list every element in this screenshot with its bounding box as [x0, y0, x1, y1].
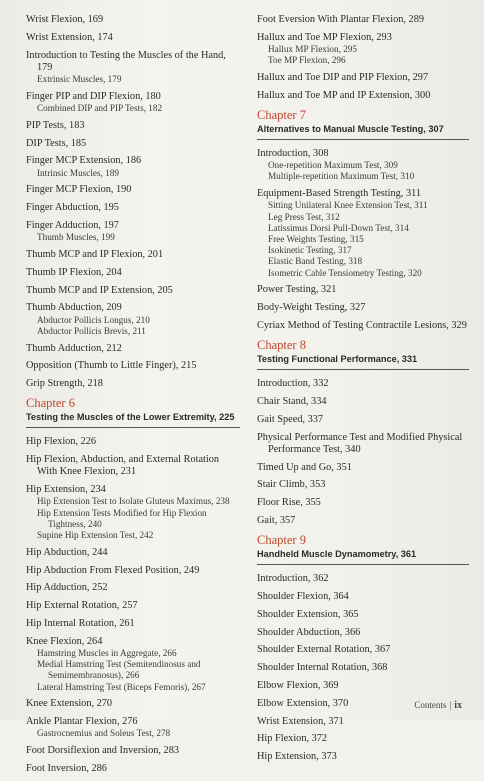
chapter-number: Chapter 8	[257, 338, 306, 353]
toc-entry	[257, 716, 469, 728]
chapter-number: Chapter 9	[257, 533, 306, 548]
toc-entry-title: Shoulder Abduction, 366	[257, 626, 361, 638]
footer-separator: |	[449, 700, 452, 710]
toc-entry-title: Wrist Extension, 174	[26, 31, 113, 43]
toc-entry-title: Introduction, 332	[257, 378, 329, 390]
toc-entry-title: Hip Extension, 234	[26, 484, 106, 496]
toc-subentry: Sitting Unilateral Knee Extension Test, 311	[268, 200, 428, 211]
toc-entry	[257, 14, 469, 26]
toc-entry-title: Stair Climb, 353	[257, 479, 326, 491]
chapter-number: Chapter 6	[26, 396, 75, 411]
toc-entry	[26, 91, 240, 114]
toc-entry	[257, 497, 469, 509]
toc-entry-title: Hip Abduction, 244	[26, 546, 108, 558]
toc-entry	[257, 479, 469, 491]
toc-entry-title: Knee Extension, 270	[26, 698, 113, 710]
toc-entry-title: Hip Adduction, 252	[26, 582, 108, 594]
toc-entry-title: Introduction to Testing the Muscles of the Hand, 179	[26, 49, 226, 73]
chapter-title: Testing the Muscles of the Lower Extremity, 225	[26, 411, 240, 428]
toc-entry-title: Cyriax Method of Testing Contractile Lesions, 329	[257, 320, 467, 332]
toc-entry-title: Foot Eversion With Plantar Flexion, 289	[257, 14, 424, 25]
toc-subentry: Thumb Muscles, 199	[37, 232, 115, 243]
page-footer	[414, 700, 462, 711]
toc-entry	[257, 644, 469, 656]
chapter-title: Handheld Muscle Dynamometry, 361	[257, 548, 469, 565]
toc-entry	[26, 32, 240, 44]
toc-entry	[257, 627, 469, 639]
chapter-heading	[257, 338, 469, 370]
toc-entry	[26, 618, 240, 630]
toc-subentry: Intrinsic Muscles, 189	[37, 167, 119, 178]
toc-entry-title: Elbow Extension, 370	[257, 697, 349, 709]
toc-entry-title: Knee Flexion, 264	[26, 635, 103, 647]
toc-entry	[257, 284, 469, 296]
toc-entry	[257, 751, 469, 763]
toc-entry-title: Thumb IP Flexion, 204	[26, 266, 122, 278]
toc-entry-title: DIP Tests, 185	[26, 137, 87, 149]
toc-entry-title: Ankle Plantar Flexion, 276	[26, 716, 138, 728]
toc-entry	[257, 414, 469, 426]
toc-entry-title: Finger MCP Extension, 186	[26, 155, 142, 167]
toc-entry-title: Power Testing, 321	[257, 284, 337, 296]
toc-entry	[257, 302, 469, 314]
toc-entry-title: Finger Abduction, 195	[26, 202, 119, 214]
toc-entry-title: Gait, 357	[257, 515, 296, 526]
toc-entry-title: Finger Adduction, 197	[26, 219, 119, 231]
toc-subentry: Isometric Cable Tensiometry Testing, 320	[268, 267, 422, 278]
toc-entry	[257, 378, 469, 390]
toc-subentry: Supine Hip Extension Test, 242	[37, 529, 154, 540]
toc-entry	[26, 360, 240, 372]
toc-entry	[26, 698, 240, 710]
toc-entry	[257, 662, 469, 674]
toc-entry	[26, 343, 240, 355]
toc-entry	[26, 745, 240, 757]
toc-left-column	[26, 14, 240, 781]
toc-subentry: Leg Press Test, 312	[268, 211, 340, 222]
toc-entry-title: Chair Stand, 334	[257, 396, 327, 408]
toc-subentry: Elastic Band Testing, 318	[268, 256, 363, 267]
toc-entry-title: Hip External Rotation, 257	[26, 600, 138, 612]
chapter-title: Alternatives to Manual Muscle Testing, 307	[257, 123, 469, 140]
toc-subentry: Abductor Pollicis Longus, 210	[37, 314, 150, 325]
toc-entry-title: Thumb MCP and IP Flexion, 201	[26, 248, 164, 260]
toc-entry	[257, 148, 469, 183]
chapter-heading	[257, 533, 469, 565]
toc-entry-title: Hallux and Toe MP and IP Extension, 300	[257, 89, 431, 101]
toc-entry	[26, 249, 240, 261]
toc-entry-title: Physical Performance Test and Modified Physical Performance Test, 340	[257, 431, 463, 455]
toc-entry	[26, 565, 240, 577]
toc-entry	[257, 32, 469, 67]
toc-entry	[26, 636, 240, 693]
toc-entry	[257, 733, 469, 745]
toc-entry-title: Finger PIP and DIP Flexion, 180	[26, 90, 161, 102]
toc-entry	[257, 432, 469, 456]
toc-entry-title: Hip Extension, 373	[257, 751, 337, 763]
chapter-heading	[257, 108, 469, 140]
toc-entry	[26, 302, 240, 337]
toc-entry-title: Hip Flexion, 372	[257, 733, 328, 745]
toc-entry-title: Shoulder Extension, 365	[257, 608, 359, 620]
toc-entry-title: Timed Up and Go, 351	[257, 461, 352, 473]
toc-entry-title: Shoulder Internal Rotation, 368	[257, 662, 388, 674]
toc-entry	[26, 267, 240, 279]
toc-entry	[26, 600, 240, 612]
toc-entry-title: Opposition (Thumb to Little Finger), 215	[26, 360, 197, 372]
toc-subentry: Isokinetic Testing, 317	[268, 245, 352, 256]
toc-subentry: Hallux MP Flexion, 295	[268, 44, 357, 54]
toc-entry-title: Gait Speed, 337	[257, 413, 324, 425]
toc-entry-title: PIP Tests, 183	[26, 119, 85, 131]
toc-entry	[26, 138, 240, 150]
footer-label: Contents	[414, 700, 447, 710]
toc-entry-title: Body-Weight Testing, 327	[257, 302, 366, 314]
toc-entry	[26, 14, 240, 26]
toc-entry	[257, 396, 469, 408]
toc-entry-title: Shoulder External Rotation, 367	[257, 644, 391, 656]
toc-entry	[26, 763, 240, 775]
toc-entry	[26, 436, 240, 448]
toc-entry	[257, 462, 469, 474]
toc-subentry: Extrinsic Muscles, 179	[37, 74, 122, 84]
toc-entry	[257, 515, 469, 527]
toc-entry-title: Foot Inversion, 286	[26, 762, 107, 774]
toc-entry	[26, 454, 240, 478]
toc-entry-title: Hallux and Toe MP Flexion, 293	[257, 31, 392, 43]
toc-entry	[26, 220, 240, 243]
toc-entry	[26, 120, 240, 132]
toc-entry	[257, 591, 469, 603]
toc-entry-title: Equipment-Based Strength Testing, 311	[257, 188, 422, 200]
toc-entry	[26, 285, 240, 297]
toc-entry	[26, 184, 240, 196]
toc-subentry: Combined DIP and PIP Tests, 182	[37, 103, 163, 113]
toc-subentry: Multiple-repetition Maximum Test, 310	[268, 171, 415, 182]
toc-entry-title: Elbow Flexion, 369	[257, 679, 339, 691]
toc-entry	[26, 50, 240, 86]
toc-subentry: Hamstring Muscles in Aggregate, 266	[37, 647, 177, 658]
toc-entry	[257, 72, 469, 84]
toc-entry	[257, 188, 469, 279]
toc-subentry: Lateral Hamstring Test (Biceps Femoris), 267	[37, 681, 206, 692]
toc-entry-title: Hip Flexion, 226	[26, 436, 97, 448]
toc-entry-title: Hip Abduction From Flexed Position, 249	[26, 564, 200, 576]
toc-entry-title: Wrist Flexion, 169	[26, 14, 104, 25]
chapter-heading	[26, 396, 240, 428]
toc-entry-title: Foot Dorsiflexion and Inversion, 283	[26, 745, 180, 757]
toc-entry	[26, 547, 240, 559]
toc-entry-title: Wrist Extension, 371	[257, 715, 344, 727]
toc-entry	[257, 609, 469, 621]
toc-entry-title: Hallux and Toe DIP and PIP Flexion, 297	[257, 72, 429, 83]
toc-entry	[26, 155, 240, 178]
toc-subentry: Hip Extension Test to Isolate Gluteus Maximus, 238	[37, 496, 230, 507]
toc-subentry: Toe MP Flexion, 296	[268, 55, 346, 66]
toc-entry-title: Finger MCP Flexion, 190	[26, 184, 132, 196]
toc-entry-title: Hip Internal Rotation, 261	[26, 617, 135, 629]
toc-entry	[26, 484, 240, 541]
toc-entry-title: Shoulder Flexion, 364	[257, 591, 349, 602]
toc-entry	[257, 573, 469, 585]
toc-entry-title: Thumb Adduction, 212	[26, 342, 122, 354]
toc-entry-title: Hip Flexion, Abduction, and External Rotation With Knee Flexion, 231	[26, 454, 220, 478]
toc-subentry: Abductor Pollicis Brevis, 211	[37, 325, 146, 336]
page-number: ix	[454, 700, 462, 711]
chapter-number: Chapter 7	[257, 108, 306, 122]
toc-subentry: Gastrocnemius and Soleus Test, 278	[37, 728, 171, 739]
toc-subentry: Medial Hamstring Test (Semitendinosus and Semimembranosus), 266	[37, 659, 201, 681]
toc-subentry: One-repetition Maximum Test, 309	[268, 160, 398, 171]
chapter-title: Testing Functional Performance, 331	[257, 353, 469, 370]
toc-entry-title: Thumb Abduction, 209	[26, 302, 122, 314]
toc-subentry: Free Weights Testing, 315	[268, 234, 364, 245]
toc-entry	[257, 680, 469, 692]
toc-entry	[26, 202, 240, 214]
toc-entry-title: Thumb MCP and IP Extension, 205	[26, 284, 173, 296]
toc-subentry: Latissimus Dorsi Pull-Down Test, 314	[268, 222, 409, 233]
toc-entry	[257, 90, 469, 102]
toc-entry-title: Floor Rise, 355	[257, 497, 321, 509]
toc-subentry: Hip Extension Tests Modified for Hip Flexion Tightness, 240	[37, 507, 207, 529]
toc-right-column	[257, 14, 469, 769]
toc-entry-title: Grip Strength, 218	[26, 378, 103, 390]
toc-entry-title: Introduction, 308	[257, 148, 329, 159]
toc-entry-title: Introduction, 362	[257, 573, 329, 585]
toc-entry	[26, 378, 240, 390]
toc-entry	[257, 320, 469, 332]
toc-entry	[26, 582, 240, 594]
